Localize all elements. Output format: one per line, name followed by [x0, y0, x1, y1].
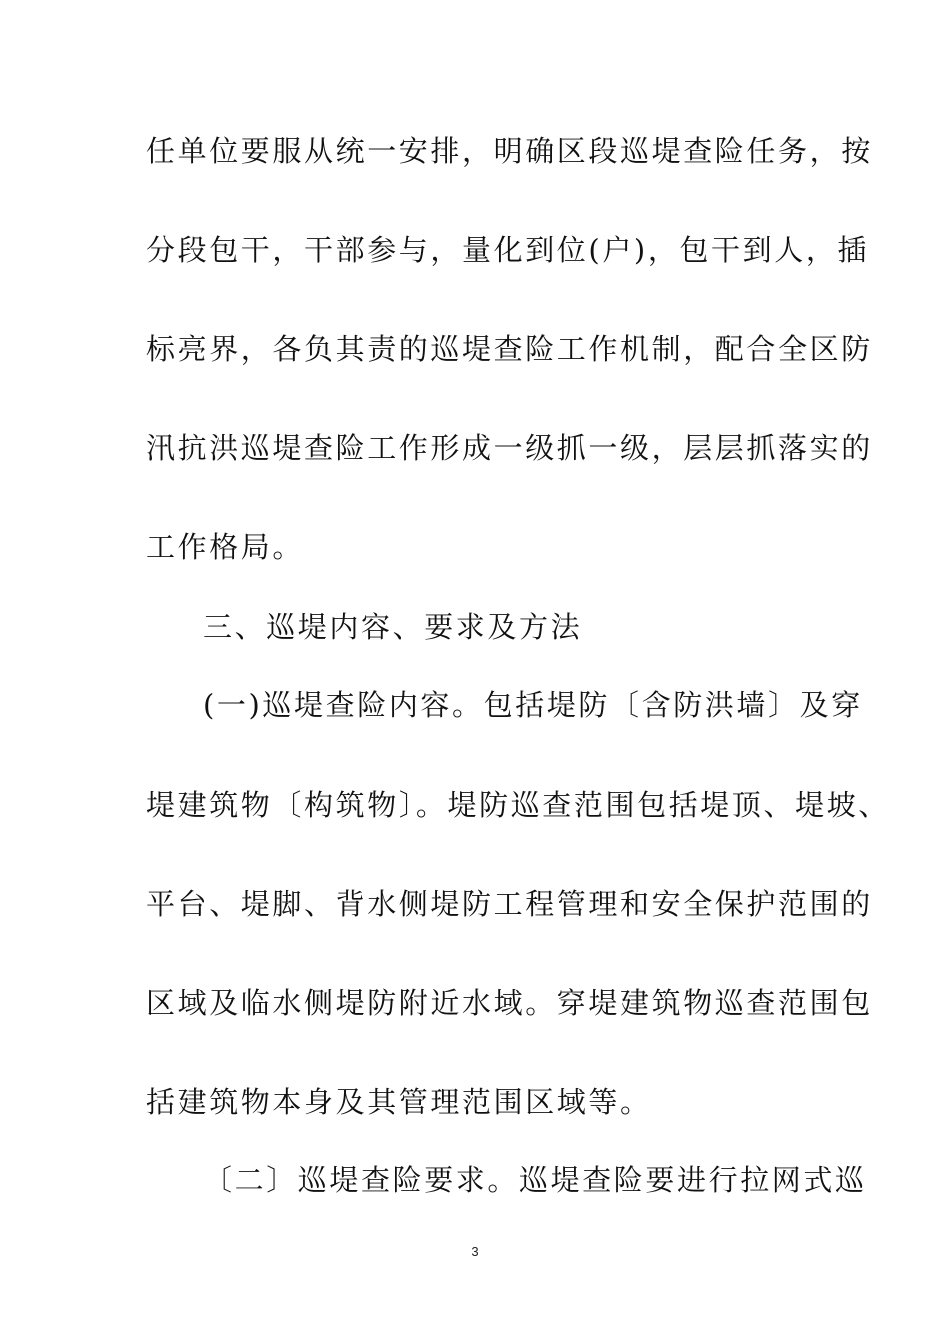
paragraph-line: 工作格局。 — [146, 530, 305, 564]
section-heading: 三、巡堤内容、要求及方法 — [203, 610, 583, 644]
paragraph-line: 标亮界，各负其责的巡堤查险工作机制，配合全区防 — [146, 332, 873, 366]
paragraph-line: 任单位要服从统一安排，明确区段巡堤查险任务，按 — [146, 134, 873, 168]
paragraph-line: (一)巡堤查险内容。包括堤防〔含防洪墙〕及穿 — [203, 688, 863, 722]
paragraph-line: 堤建筑物〔构筑物〕。堤防巡查范围包括堤顶、堤坡、 — [146, 788, 890, 822]
page-number: 3 — [471, 1244, 479, 1259]
paragraph-line: 平台、堤脚、背水侧堤防工程管理和安全保护范围的 — [146, 887, 873, 921]
paragraph-line: 括建筑物本身及其管理范围区域等。 — [146, 1085, 652, 1119]
paragraph-line: 汛抗洪巡堤查险工作形成一级抓一级，层层抓落实的 — [146, 431, 873, 465]
paragraph-line: 分段包干，干部参与，量化到位(户)，包干到人，插 — [146, 233, 870, 267]
paragraph-line: 区域及临水侧堤防附近水域。穿堤建筑物巡查范围包 — [146, 986, 873, 1020]
paragraph-line: 〔二〕巡堤查险要求。巡堤查险要进行拉网式巡 — [203, 1163, 867, 1197]
